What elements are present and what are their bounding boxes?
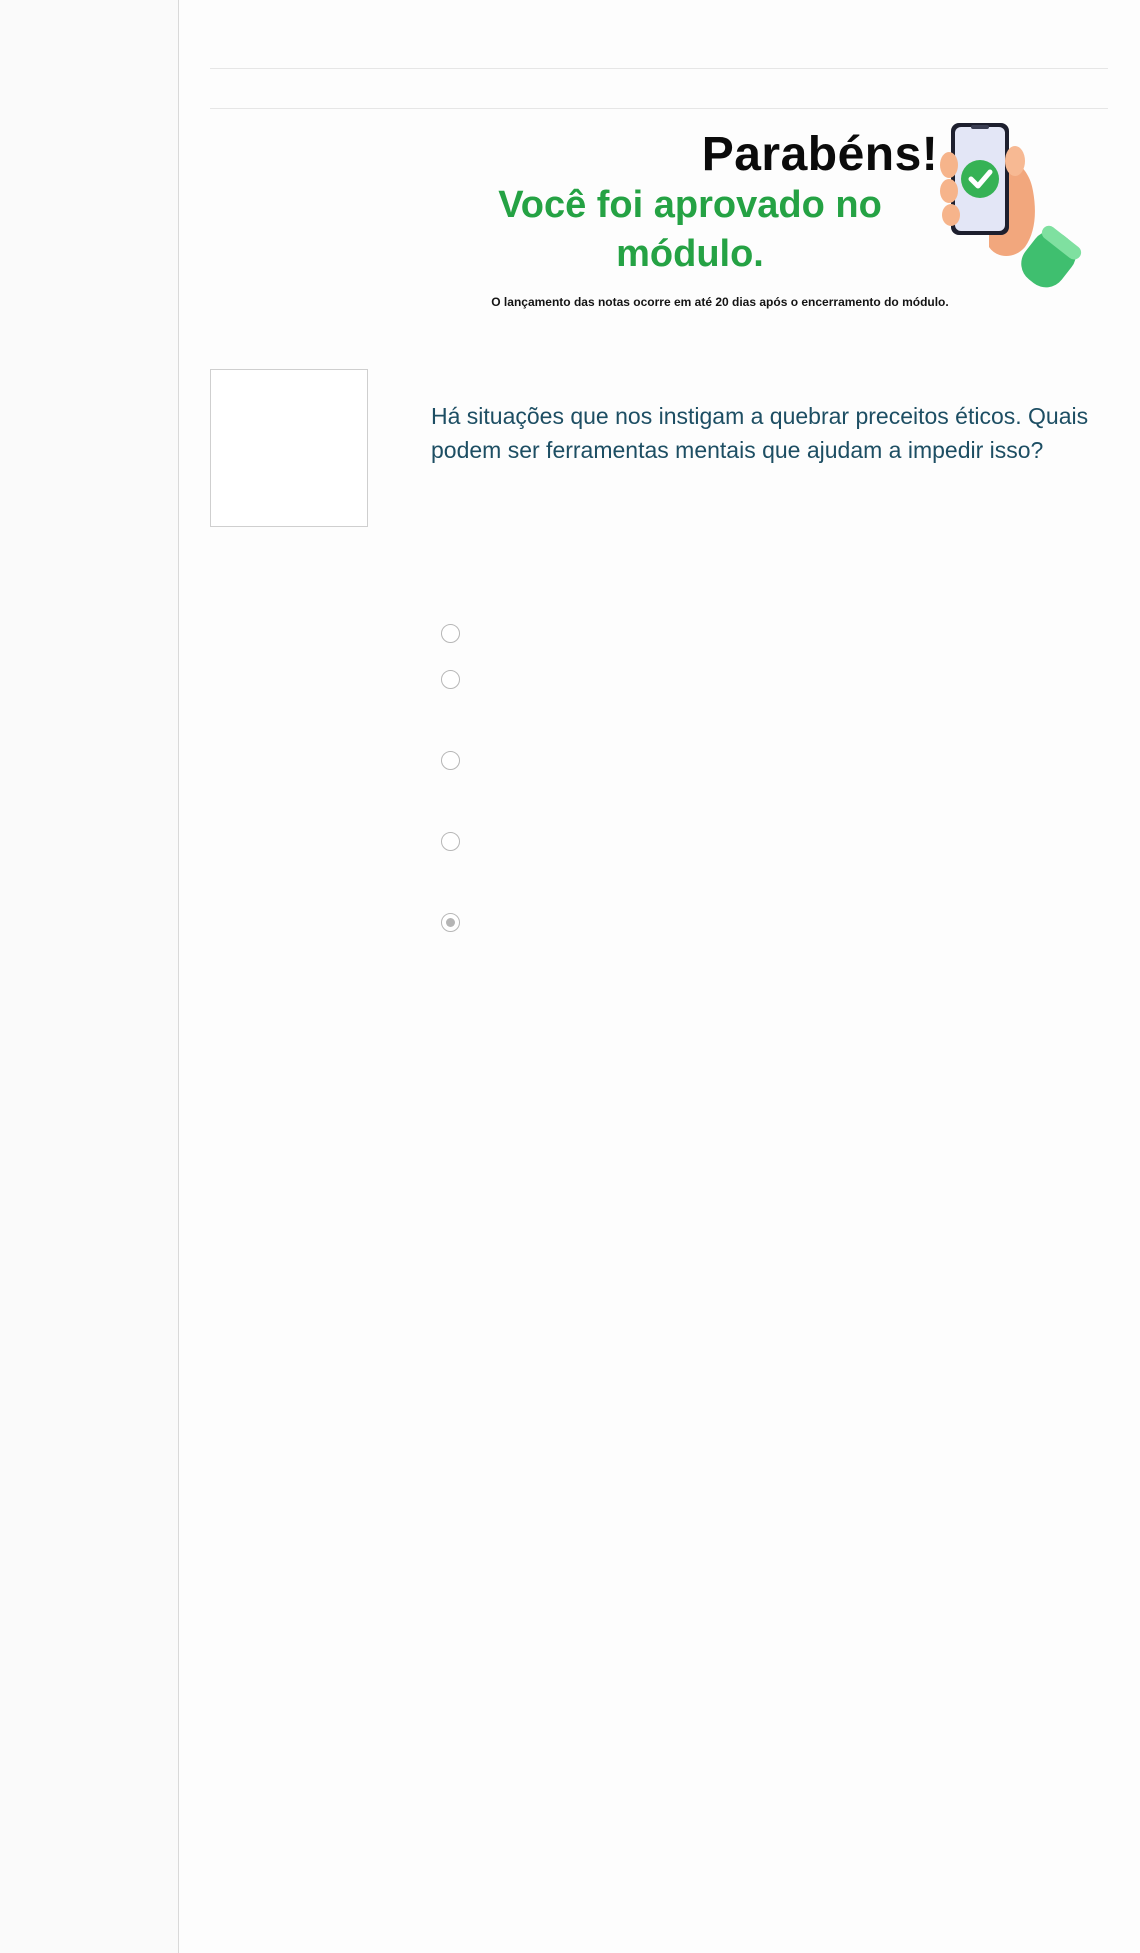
banner-title: Parabéns! — [701, 128, 939, 181]
radio-button[interactable] — [441, 832, 460, 851]
banner-subtitle: Você foi aprovado no módulo. — [498, 184, 882, 275]
question-image — [210, 369, 368, 527]
answer-option[interactable] — [441, 624, 1061, 646]
divider — [210, 68, 1108, 69]
left-sidebar — [0, 0, 179, 1953]
main-content — [180, 0, 1140, 1953]
radio-button[interactable] — [441, 751, 460, 770]
radio-button[interactable] — [441, 670, 460, 689]
phone-checkmark-hand-icon — [937, 121, 1082, 303]
answer-option[interactable] — [441, 832, 1061, 854]
radio-button-selected[interactable] — [441, 913, 460, 932]
banner-note: O lançamento das notas ocorre em até 20 dias após o encerramento do módulo. — [491, 295, 949, 309]
answer-option[interactable] — [441, 913, 1061, 935]
answer-option[interactable] — [441, 670, 1061, 692]
radio-button[interactable] — [441, 624, 460, 643]
approval-banner — [210, 109, 1108, 329]
answer-option[interactable] — [441, 751, 1061, 773]
question-text: Há situações que nos instigam a quebrar preceitos éticos. Quais podem ser ferramentas mentais que ajudam a impedir isso? — [431, 403, 1089, 463]
